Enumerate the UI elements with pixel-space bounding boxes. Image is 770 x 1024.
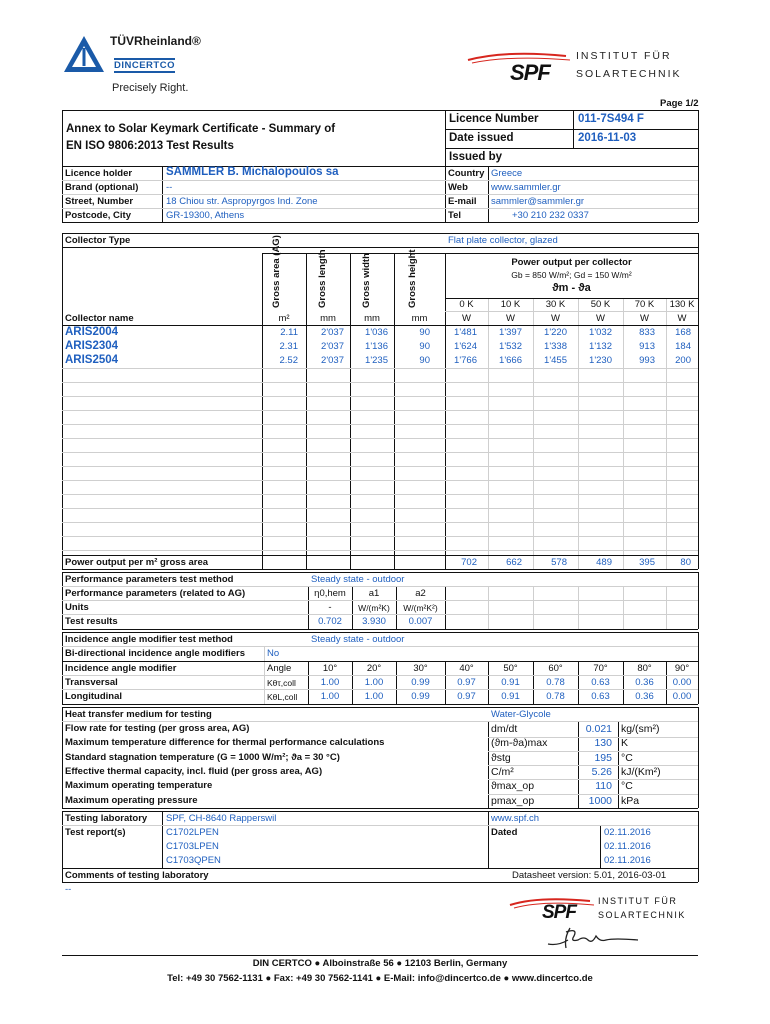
- collector-power: 1'532: [499, 341, 522, 352]
- collector-power: 1'220: [544, 327, 567, 338]
- thermal-label: Effective thermal capacity, incl. fluid (per gross area, AG): [65, 765, 323, 777]
- tuv-triangle-icon: [62, 34, 106, 74]
- col-header-gross-height: Gross height: [407, 249, 418, 308]
- iam-transversal: 0.99: [411, 677, 430, 688]
- tel-label: Tel: [448, 210, 462, 221]
- col-header-gross-length: Gross length: [317, 249, 328, 308]
- perf-units-label: Units: [65, 602, 89, 613]
- temp-header-30: 30 K: [545, 299, 566, 310]
- comments-value: --: [65, 884, 72, 895]
- signature: [544, 922, 644, 950]
- perf-method-label: Performance parameters test method: [65, 574, 234, 585]
- iam-method: Steady state - outdoor: [311, 634, 405, 645]
- email-label: E-mail: [448, 196, 477, 207]
- perf-method: Steady state - outdoor: [311, 574, 405, 585]
- footer-line1: DIN CERTCO ● Alboinstraße 56 ● 12103 Berlin, Germany: [252, 958, 508, 969]
- thermal-label: Maximum operating temperature: [65, 780, 213, 792]
- iam-transversal: 1.00: [320, 677, 340, 688]
- iam-label: Incidence angle modifier: [65, 663, 177, 674]
- collector-power: 833: [639, 327, 655, 338]
- thermal-label: Maximum temperature difference for thermal performance calculations: [65, 737, 385, 749]
- col-header-gross-width: Gross width: [361, 253, 372, 308]
- longitudinal-symbol: KθL,coll: [267, 692, 298, 702]
- email-link[interactable]: sammler@sammler.gr: [491, 196, 585, 207]
- iam-longitudinal: 0.63: [591, 691, 610, 702]
- iam-angle: 10°: [322, 663, 338, 674]
- iam-angle: 60°: [548, 663, 563, 674]
- col-header-gross-area: Gross area (AG): [271, 235, 282, 308]
- perf-result-eta0: 0.702: [318, 616, 342, 627]
- perf-header-a1: a1: [368, 588, 380, 599]
- issued-by-label: Issued by: [449, 151, 503, 163]
- power-gross-label: Power output per m² gross area: [65, 557, 209, 568]
- licence-number-label: Licence Number: [449, 113, 539, 125]
- collector-name: ARIS2304: [65, 340, 119, 352]
- perf-unit-a1: W/(m²K): [358, 603, 390, 613]
- collector-power: 1'032: [589, 327, 612, 338]
- lab-value: SPF, CH-8640 Rapperswil: [166, 813, 277, 824]
- collector-name: ARIS2504: [65, 354, 119, 366]
- thermal-symbol: pmax_op: [491, 794, 535, 807]
- row-divider: [62, 466, 698, 467]
- collector-power: 184: [675, 341, 691, 352]
- iam-angle: 50°: [503, 663, 518, 674]
- row-divider: [62, 480, 698, 481]
- iam-transversal: 0.97: [457, 677, 476, 688]
- perf-header-eta0: η0,hem: [314, 588, 346, 599]
- unit-width: mm: [364, 313, 380, 324]
- brand-label: Brand (optional): [65, 182, 139, 193]
- thermal-symbol: (ϑm-ϑa)max: [491, 737, 548, 750]
- thermal-unit: kg/(sm²): [621, 723, 660, 735]
- temp-header-0: 0 K: [459, 299, 474, 310]
- iam-transversal: 0.36: [635, 677, 654, 688]
- row-divider: [62, 550, 698, 551]
- temp-unit-2: W: [551, 313, 560, 324]
- collector-length: 2'037: [321, 327, 344, 338]
- power-gross-10: 662: [506, 557, 522, 568]
- transversal-label: Transversal: [65, 677, 118, 688]
- perf-unit-eta0: -: [328, 602, 332, 613]
- collector-power: 1'481: [454, 327, 477, 338]
- thermal-value: 5.26: [591, 765, 612, 778]
- date-3: 02.11.2016: [604, 855, 651, 866]
- iam-transversal: 0.91: [501, 677, 520, 688]
- thermal-value: 1000: [588, 794, 612, 807]
- row-divider: [62, 536, 698, 537]
- collector-width: 1'036: [365, 327, 388, 338]
- date-2: 02.11.2016: [604, 841, 651, 852]
- bidir-value: No: [267, 648, 280, 659]
- spf-name-line1: INSTITUT FÜR: [576, 50, 672, 62]
- temp-header-130: 130 K: [669, 299, 695, 310]
- thermal-symbol: dm/dt: [491, 723, 518, 735]
- collector-power: 993: [639, 355, 655, 366]
- web-link[interactable]: www.sammler.gr: [491, 182, 561, 193]
- iam-transversal: 1.00: [364, 677, 384, 688]
- medium-label: Heat transfer medium for testing: [65, 709, 212, 720]
- collector-type: Flat plate collector, glazed: [448, 235, 558, 246]
- collector-power: 1'230: [589, 355, 612, 366]
- thermal-unit: K: [621, 737, 629, 750]
- perf-header-a2: a2: [415, 588, 426, 599]
- power-gross-30: 578: [551, 557, 567, 568]
- collector-width: 1'235: [365, 355, 388, 366]
- perf-params-label: Performance parameters (related to AG): [65, 588, 246, 599]
- licence-number: 011-7S494 F: [578, 113, 644, 125]
- iam-longitudinal: 0.36: [635, 691, 654, 702]
- thermal-unit: kPa: [621, 794, 640, 807]
- collector-name-label: Collector name: [65, 313, 134, 324]
- collector-width: 1'136: [365, 341, 388, 352]
- collector-power: 913: [639, 341, 655, 352]
- power-gross-50: 489: [596, 557, 612, 568]
- thermal-value: 110: [595, 780, 612, 793]
- collector-area: 2.31: [279, 341, 298, 352]
- row-divider: [62, 382, 698, 383]
- brand-value: --: [166, 182, 173, 193]
- collector-power: 1'132: [589, 341, 612, 352]
- collector-power: 168: [675, 327, 691, 338]
- thermal-value: 0.021: [585, 723, 612, 735]
- collector-power: 1'338: [544, 341, 567, 352]
- row-divider: [62, 396, 698, 397]
- street-label: Street, Number: [65, 196, 134, 207]
- iam-transversal: 0.78: [546, 677, 565, 688]
- temp-unit-3: W: [596, 313, 605, 324]
- iam-angle: 70°: [593, 663, 608, 674]
- date-1: 02.11.2016: [604, 827, 651, 838]
- collector-power: 1'666: [499, 355, 522, 366]
- date-issued-label: Date issued: [449, 132, 514, 144]
- unit-height: mm: [411, 313, 428, 324]
- temp-header-50: 50 K: [590, 299, 611, 310]
- collector-height: 90: [419, 341, 430, 352]
- thermal-unit: kJ/(Km²): [621, 765, 661, 778]
- dincertco-logo: DINCERTCO: [114, 60, 175, 71]
- collector-height: 90: [419, 355, 430, 366]
- angle-label: Angle: [267, 663, 292, 674]
- spf-name-line2: SOLARTECHNIK: [598, 910, 686, 920]
- perf-result-a1: 3.930: [362, 616, 386, 627]
- longitudinal-label: Longitudinal: [65, 691, 122, 702]
- page-title-line2: EN ISO 9806:2013 Test Results: [66, 140, 234, 152]
- thermal-symbol: ϑstg: [491, 751, 511, 764]
- iam-method-label: Incidence angle modifier test method: [65, 634, 233, 645]
- row-divider: [62, 508, 698, 509]
- temp-difference-label: ϑm - ϑa: [552, 282, 591, 294]
- page-number: Page 1/2: [660, 98, 699, 109]
- collector-type-label: Collector Type: [65, 235, 131, 246]
- collector-length: 2'037: [321, 341, 344, 352]
- tagline: Precisely Right.: [112, 82, 189, 94]
- row-divider: [62, 522, 698, 523]
- report-2: C1703LPEN: [166, 841, 219, 852]
- reports-label: Test report(s): [65, 827, 126, 838]
- thermal-unit: °C: [621, 780, 633, 793]
- page-title-line1: Annex to Solar Keymark Certificate - Summary of: [66, 123, 336, 135]
- country-value: Greece: [491, 168, 523, 179]
- collector-power: 1'455: [544, 355, 567, 366]
- iam-longitudinal: 0.97: [457, 691, 476, 702]
- thermal-label: Flow rate for testing (per gross area, AG): [65, 723, 250, 734]
- row-divider: [62, 494, 698, 495]
- temp-header-10: 10 K: [500, 299, 521, 310]
- iam-longitudinal: 0.00: [672, 691, 692, 702]
- lab-web-link[interactable]: www.spf.ch: [491, 813, 540, 824]
- power-gross-0: 702: [461, 557, 477, 568]
- temp-unit-1: W: [506, 313, 515, 324]
- street-value: 18 Chiou str. Aspropyrgos Ind. Zone: [166, 196, 318, 207]
- transversal-symbol: Kθτ,coll: [267, 678, 296, 688]
- date-issued: 2016-11-03: [578, 132, 637, 144]
- footer-line2: Tel: +49 30 7562-1131 ● Fax: +49 30 7562-1141 ● E-Mail: info@dincertco.de ● www.dincertco.de: [167, 973, 593, 984]
- collector-power: 1'766: [454, 355, 477, 366]
- postcode-label: Postcode, City: [65, 210, 131, 221]
- spf-logo-text: SPF: [510, 60, 550, 85]
- iam-longitudinal: 1.00: [320, 691, 340, 702]
- spf-name-line2: SOLARTECHNIK: [576, 68, 682, 80]
- thermal-symbol: C/m²: [491, 765, 514, 778]
- licence-holder: SAMMLER B. Michalopoulos sa: [166, 166, 339, 178]
- country-label: Country: [448, 168, 485, 179]
- power-gross-130: 80: [680, 557, 691, 568]
- row-divider: [62, 452, 698, 453]
- perf-results-label: Test results: [65, 616, 118, 627]
- datasheet-version: Datasheet version: 5.01, 2016-03-01: [512, 870, 667, 881]
- iam-transversal: 0.63: [591, 677, 610, 688]
- tel-value: +30 210 232 0337: [512, 210, 589, 221]
- collector-length: 2'037: [321, 355, 344, 366]
- collector-height: 90: [419, 327, 430, 338]
- iam-angle: 20°: [366, 663, 382, 674]
- temp-unit-5: W: [677, 313, 687, 324]
- power-gross-70: 395: [639, 557, 655, 568]
- perf-result-a2: 0.007: [408, 616, 433, 627]
- thermal-value: 130: [594, 737, 612, 750]
- spf-name-line1: INSTITUT FÜR: [598, 896, 678, 906]
- unit-area: m²: [278, 313, 290, 324]
- collector-power: 1'624: [454, 341, 477, 352]
- thermal-label: Maximum operating pressure: [65, 794, 198, 806]
- temp-header-70: 70 K: [634, 299, 655, 310]
- dated-label: Dated: [491, 827, 518, 838]
- temp-unit-0: W: [462, 313, 471, 324]
- web-label: Web: [448, 182, 468, 193]
- temp-unit-4: W: [640, 313, 649, 324]
- iam-angle: 90°: [674, 663, 690, 674]
- iam-angle: 40°: [459, 663, 474, 674]
- iam-longitudinal: 0.91: [501, 691, 520, 702]
- thermal-label: Standard stagnation temperature (G = 1000 W/m²; ϑa = 30 °C): [65, 751, 340, 763]
- iam-angle: 80°: [637, 663, 652, 674]
- collector-power: 1'397: [499, 327, 522, 338]
- iam-angle: 30°: [413, 663, 428, 674]
- iam-transversal: 0.00: [672, 677, 692, 688]
- collector-area: 2.11: [280, 327, 298, 338]
- report-1: C1702LPEN: [166, 827, 219, 838]
- power-conditions: Gb = 850 W/m²; Gd = 150 W/m²: [511, 270, 632, 280]
- collector-power: 200: [675, 355, 691, 366]
- thermal-unit: °C: [621, 751, 633, 764]
- medium-value: Water-Glycole: [491, 709, 551, 720]
- row-divider: [62, 424, 698, 425]
- comments-label: Comments of testing laboratory: [65, 870, 209, 881]
- power-output-title: Power output per collector: [511, 257, 632, 268]
- thermal-value: 195: [594, 751, 612, 764]
- report-3: C1703QPEN: [166, 855, 221, 866]
- collector-area: 2.52: [279, 355, 298, 366]
- row-divider: [62, 438, 698, 439]
- row-divider: [62, 368, 698, 369]
- licence-holder-label: Licence holder: [65, 168, 133, 179]
- perf-unit-a2: W/(m²K²): [403, 603, 438, 613]
- tuv-brand: TÜVRheinland®: [110, 34, 201, 48]
- iam-longitudinal: 0.99: [411, 691, 430, 702]
- spf-logo-text: SPF: [542, 902, 576, 923]
- thermal-symbol: ϑmax_op: [491, 780, 535, 793]
- unit-length: mm: [320, 313, 336, 324]
- collector-name: ARIS2004: [65, 326, 119, 338]
- spf-logo-top: [466, 48, 696, 84]
- lab-label: Testing laboratory: [65, 813, 148, 824]
- iam-longitudinal: 0.78: [546, 691, 565, 702]
- row-divider: [62, 410, 698, 411]
- postcode-value: GR-19300, Athens: [166, 210, 245, 221]
- iam-longitudinal: 1.00: [364, 691, 384, 702]
- bidir-label: Bi-directional incidence angle modifiers: [65, 648, 246, 659]
